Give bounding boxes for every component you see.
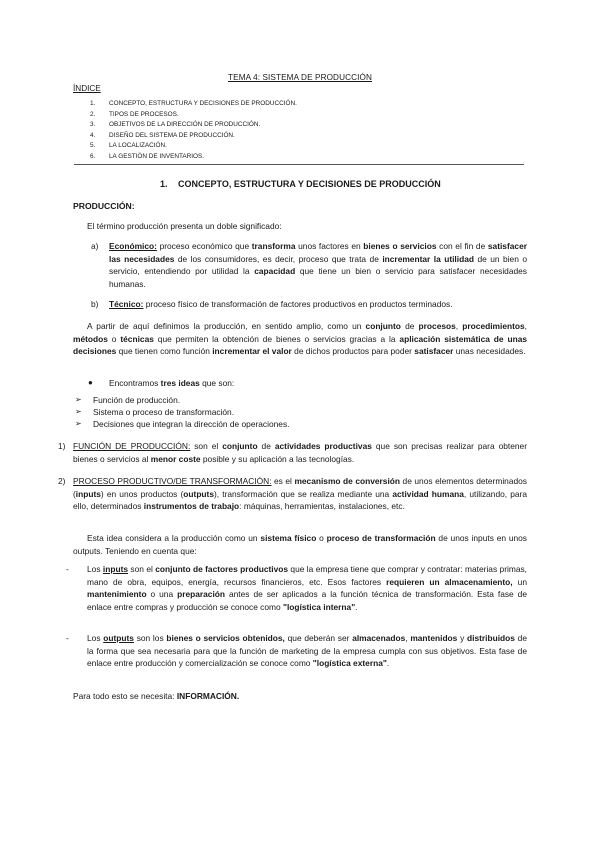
section-heading-text: CONCEPTO, ESTRUCTURA Y DECISIONES DE PRODUCCIÓN bbox=[178, 179, 441, 189]
toc-item: 2. TIPOS DE PROCESOS. bbox=[90, 110, 179, 118]
list-label-1: 1) bbox=[58, 441, 66, 451]
outputs-paragraph: Los outputs son los bienes o servicios obtenidos, que deberán ser almacenados, mantenidos y distribuidos de la forma que sea necesaria para que la función de marketing de la empresa cumpla con sus objetivos. Esta fase de enlace entre producción y comercialización se conoce como "logística externa". bbox=[87, 633, 527, 669]
sistema-fisico-paragraph: Esta idea considera a la producción como un sistema físico o proceso de transformación de unos inputs en unos outputs. Teniendo en cuenta que: bbox=[73, 533, 527, 556]
list-label-b: b) bbox=[91, 299, 99, 309]
subheading-produccion: PRODUCCIÓN: bbox=[73, 201, 135, 211]
section-heading bbox=[160, 179, 441, 189]
idea-item: Función de producción. bbox=[93, 395, 181, 405]
ideas-intro: Encontramos tres ideas que son: bbox=[109, 378, 235, 388]
page-title: TEMA 4: SISTEMA DE PRODUCCIÓN bbox=[228, 73, 372, 82]
definition-tecnico: Técnico: proceso físico de transformación de factores productivos en productos terminados. bbox=[109, 299, 453, 309]
toc-item: 1. CONCEPTO, ESTRUCTURA Y DECISIONES DE PRODUCCIÓN. bbox=[90, 100, 297, 107]
table-of-contents bbox=[90, 99, 297, 162]
dash-bullet: - bbox=[66, 633, 69, 643]
arrow-bullet-icon: ➢ bbox=[75, 395, 82, 404]
toc-item: 3. OBJETIVOS DE LA DIRECCIÓN DE PRODUCCIÓN. bbox=[90, 121, 261, 128]
list-label-2: 2) bbox=[58, 476, 66, 486]
bullet-icon: ● bbox=[88, 378, 93, 387]
definition-paragraph: A partir de aquí definimos la producción, en sentido amplio, como un conjunto de procesos, procedimientos, métodos o técnicas que permiten la obtención de bienes o servicios gracias a la aplicación sistemática de unas decisiones que tienen como función incrementar el valor de dichos productos para poder satisfacer unas necesidades. bbox=[73, 321, 528, 357]
toc-item: 4. DISEÑO DEL SISTEMA DE PRODUCCIÓN. bbox=[90, 131, 235, 139]
dash-bullet: - bbox=[66, 564, 69, 574]
arrow-bullet-icon: ➢ bbox=[75, 407, 82, 416]
proceso-productivo-paragraph: PROCESO PRODUCTIVO/DE TRANSFORMACIÓN: es el mecanismo de conversión de unos elementos determinados (inputs) en unos productos (outputs), transformación que se realiza mediante una actividad humana, utilizando, para ello, determinados instrumentos de trabajo: máquinas, herramientas, instalaciones, etc. bbox=[73, 476, 527, 512]
funcion-produccion-paragraph: FUNCIÓN DE PRODUCCIÓN: son el conjunto de actividades productivas que son precisas realizar para obtener bienes o servicios al menor coste posible y su aplicación a las tecnologías. bbox=[73, 441, 527, 464]
section-divider bbox=[74, 164, 524, 165]
closing-line: Para todo esto se necesita: INFORMACIÓN. bbox=[73, 691, 240, 701]
idea-item: Sistema o proceso de transformación. bbox=[93, 407, 235, 417]
toc-item: 5. LA LOCALIZACIÓN. bbox=[90, 142, 167, 149]
definition-economico: Económico: proceso económico que transforma unos factores en bienes o servicios con el fin de satisfacer las necesidades de los consumidores, es decir, proceso que trata de incrementar la utilidad de un bien o servicio, entendiendo por utilidad la capacidad que tiene un bien o servicio para satisfacer necesidades humanas. bbox=[109, 241, 527, 289]
inputs-paragraph: Los inputs son el conjunto de factores productivos que la empresa tiene que comprar y contratar: materias primas, mano de obra, equipos, energía, recursos financieros, etc. Esos factores requieren un almacenamiento, un mantenimiento o una preparación antes de ser aplicados a la función técnica de transformación. Esta fase de enlace entre compras y producción se conoce como "logística interna". bbox=[87, 564, 527, 612]
arrow-bullet-icon: ➢ bbox=[75, 419, 82, 428]
intro-paragraph: El término producción presenta un doble significado: bbox=[87, 221, 282, 231]
section-number: 1. bbox=[160, 179, 168, 189]
toc-item: 6. LA GESTIÓN DE INVENTARIOS. bbox=[90, 152, 205, 160]
index-label: ÍNDICE bbox=[73, 84, 101, 93]
list-label-a: a) bbox=[91, 241, 99, 251]
idea-item: Decisiones que integran la dirección de operaciones. bbox=[93, 419, 290, 429]
